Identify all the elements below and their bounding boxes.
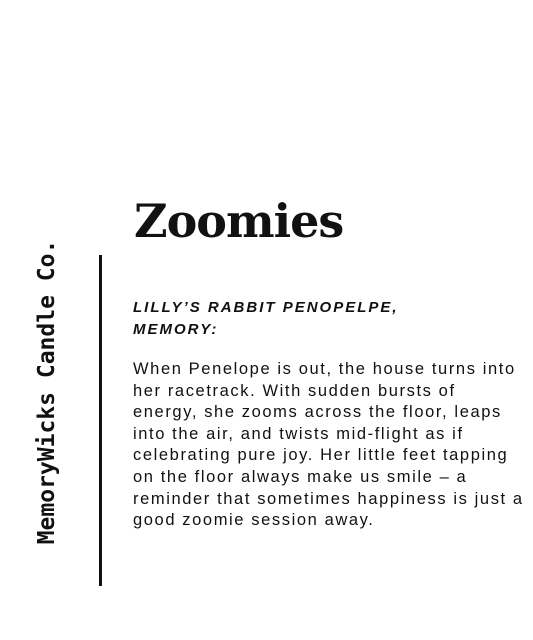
memory-subtitle: LILLY’S RABBIT PENOPELPE, MEMORY: — [133, 299, 399, 338]
brand-name: MemoryWicks Candle Co. — [34, 239, 60, 545]
page-title: Zoomies — [134, 194, 344, 248]
memory-description: When Penelope is out, the house turns into her racetrack. With sudden bursts of energy, she zooms across the floor, leaps into the air, and twists mid-flight as if celebrating pure joy. Her little feet tapping on the floor always make us smile – a reminder that sometimes happiness is just a good zoomie session away. — [133, 360, 524, 530]
vertical-divider — [99, 255, 102, 586]
